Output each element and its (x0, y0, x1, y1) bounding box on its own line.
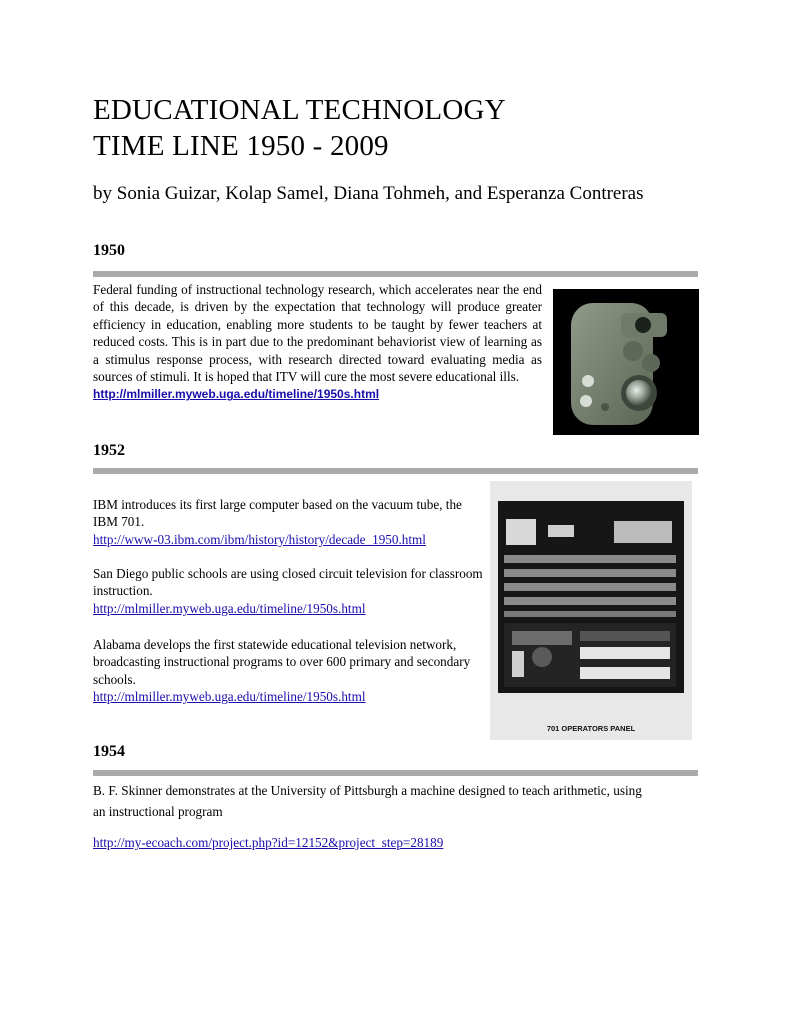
year-heading-1954: 1954 (93, 743, 125, 760)
section-1950-text (93, 281, 542, 404)
link-my-ecoach-project[interactable]: http://my-ecoach.com/project.php?id=12152&project_step=28189 (93, 835, 444, 850)
section-1952-entry-alabama (93, 636, 483, 706)
funding-paragraph: Federal funding of instructional technology research, which accelerates near the end of this decade, is driven by the expectation that technology will produce greater efficiency in education, enabling more students to be taught by fewer teachers at reduced costs. This is in part due to the predominant behaviorist view of learning as a stimulus response process, with research directed toward evaluating media as sources of stimuli. It is hoped that ITV will cure the most severe educational ills. (93, 282, 542, 385)
section-1952-entry-san-diego (93, 565, 483, 617)
link-1950s-timeline-3[interactable]: http://mlmiller.myweb.uga.edu/timeline/1950s.html (93, 689, 366, 705)
link-1950s-timeline[interactable]: http://mlmiller.myweb.uga.edu/timeline/1950s.html (93, 387, 380, 402)
link-1950s-timeline-2[interactable]: http://mlmiller.myweb.uga.edu/timeline/1950s.html (93, 600, 366, 616)
title-line-1: EDUCATIONAL TECHNOLOGY (93, 94, 506, 126)
section-divider-1952 (93, 468, 698, 474)
year-heading-1952: 1952 (93, 442, 125, 459)
ibm-701-operators-panel-photo (490, 481, 692, 740)
photo-caption: 701 OPERATORS PANEL (546, 724, 636, 733)
authors-line: by Sonia Guizar, Kolap Samel, Diana Tohmeh, and Esperanza Contreras (93, 183, 644, 204)
year-heading-1950: 1950 (93, 242, 125, 259)
link-ibm-history[interactable]: http://www-03.ibm.com/ibm/history/history/decade_1950.html (93, 531, 426, 547)
title-line-2: TIME LINE 1950 - 2009 (93, 130, 389, 162)
alabama-paragraph: Alabama develops the first statewide educational television network, broadcasting instructional programs to over 600 primary and secondary schools. (93, 637, 471, 687)
skinner-paragraph: B. F. Skinner demonstrates at the University of Pittsburgh a machine designed to teach arithmetic, using an instructional program (93, 783, 642, 819)
ibm-paragraph: IBM introduces its first large computer based on the vacuum tube, the IBM 701. (93, 497, 462, 530)
san-diego-paragraph: San Diego public schools are using closed circuit television for classroom instruction. (93, 566, 483, 599)
section-divider-1950 (93, 271, 698, 277)
section-1952-entry-ibm (93, 496, 483, 548)
section-divider-1954 (93, 770, 698, 776)
document-title (93, 92, 506, 164)
movie-camera-photo (553, 289, 699, 435)
